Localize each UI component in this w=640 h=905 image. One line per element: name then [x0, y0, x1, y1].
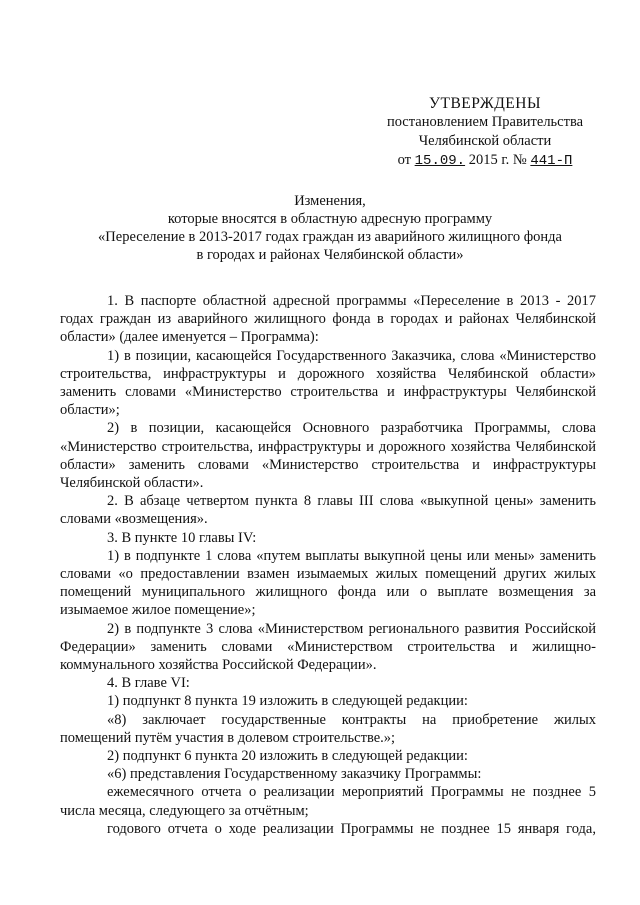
approval-line-2: Челябинской области: [418, 133, 552, 149]
document-body: [60, 292, 596, 838]
approval-block: [370, 94, 600, 171]
approval-heading: УТВЕРЖДЕНЫ: [429, 95, 541, 112]
paragraph: 1. В паспорте областной адресной программы «Переселение в 2013 - 2017 годах граждан из аварийного жилищного фонда в городах и районах Челябинской области» (далее именуется – Программа):: [60, 293, 596, 346]
paragraph: 1) в подпункте 1 слова «путем выплаты выкупной цены или мены» заменить словами «о предоставлении взамен изымаемых жилых помещений других жилых помещений муниципального жилищного фонда или о выплате возмещения за изымаемое жилое помещение»;: [60, 547, 596, 619]
title-line-4: в городах и районах Челябинской области»: [196, 247, 464, 263]
paragraph: 2) в подпункте 3 слова «Министерством регионального развития Российской Федерации» заменить словами «Министерством строительства и жилищно-коммунального хозяйства Российской Федерации».: [60, 620, 596, 674]
title-line-1: Изменения,: [294, 193, 366, 209]
paragraph: 2. В абзаце четвертом пункта 8 главы III слова «выкупной цены» заменить словами «возмещения».: [60, 493, 596, 528]
paragraph: 3. В пункте 10 главы IV:: [107, 529, 257, 546]
approval-date-line: [370, 151, 600, 171]
title-line-3: «Переселение в 2013-2017 годах граждан из аварийного жилищного фонда: [98, 229, 562, 245]
approval-date: 15.09.: [414, 153, 466, 169]
paragraph: ежемесячного отчета о реализации мероприятий Программы не позднее 5 числа месяца, следующего за отчётным;: [60, 784, 596, 819]
paragraph: 1) в позиции, касающейся Государственного Заказчика, слова «Министерство строительства, инфраструктуры и дорожного хозяйства Челябинской области» заменить словами «Министерство строительства и инфраструктуры Челябинской области»;: [60, 347, 596, 419]
approval-year: 2015 г.: [468, 152, 510, 168]
approval-number: 441-П: [530, 153, 573, 169]
paragraph: 2) подпункт 6 пункта 20 изложить в следующей редакции:: [107, 748, 468, 765]
document-title: [40, 192, 620, 264]
paragraph: «8) заключает государственные контракты на приобретение жилых помещений путём участия в долевом строительстве.»;: [60, 711, 596, 746]
approval-line-1: постановлением Правительства: [386, 114, 584, 130]
paragraph: годового отчета о ходе реализации Программы не позднее 15 января года,: [107, 820, 596, 837]
paragraph: 2) в позиции, касающейся Основного разработчика Программы, слова «Министерство строительства, инфраструктуры и дорожного хозяйства Челябинской области» заменить словами «Министерство строительства и инфраструктуры Челябинской области».: [60, 420, 596, 492]
paragraph: 1) подпункт 8 пункта 19 изложить в следующей редакции:: [107, 693, 468, 710]
number-sign: №: [512, 152, 527, 168]
paragraph: 4. В главе VI:: [107, 675, 190, 692]
date-prefix: от: [397, 152, 412, 168]
title-line-2: которые вносятся в областную адресную программу: [167, 211, 493, 227]
paragraph: «6) представления Государственному заказчику Программы:: [107, 766, 482, 783]
